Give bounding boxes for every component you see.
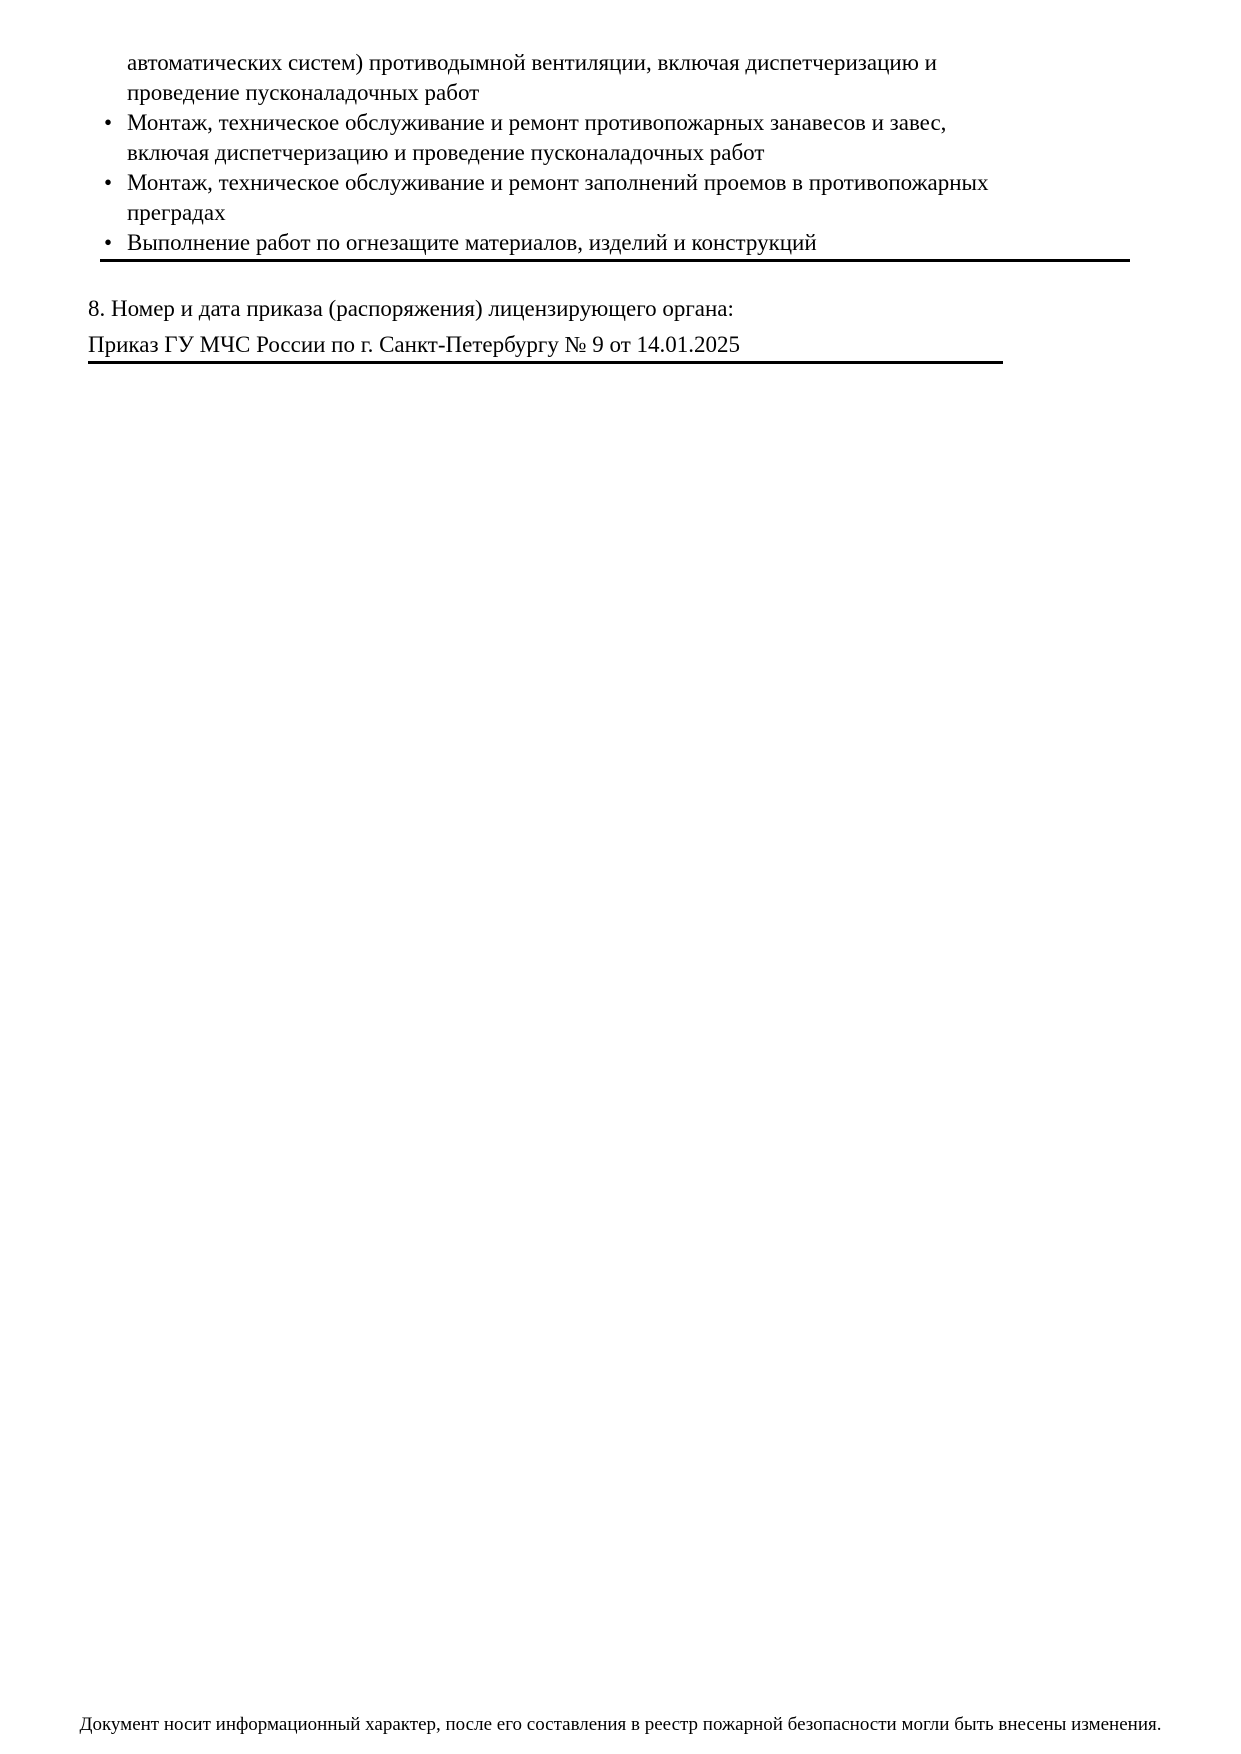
list-item [104,108,1027,168]
field-underline [88,361,1003,364]
section-8-order [88,294,1148,364]
licensed-works-list [88,108,1148,258]
bullet-icon: • [104,170,113,195]
footer-disclaimer: Документ носит информационный характер, после его составления в реестр пожарной безопасности могли быть внесены изменения. [79,1714,1162,1735]
bullet-icon: • [104,110,113,135]
list-item-text: Выполнение работ по огнезащите материалов, изделий и конструкций [127,230,817,255]
section-8-value: Приказ ГУ МЧС России по г. Санкт-Петербургу № 9 от 14.01.2025 [88,332,741,357]
section-8-label: 8. Номер и дата приказа (распоряжения) лицензирующего органа: [88,296,734,321]
document-body [88,48,1148,364]
list-item [104,228,1027,258]
list-item-continuation-text: автоматических систем) противодымной вентиляции, включая диспетчеризацию и проведение пусконаладочных работ [127,50,937,105]
list-item [104,168,1027,228]
list-item-text: Монтаж, техническое обслуживание и ремонт противопожарных занавесов и завес, включая диспетчеризацию и проведение пусконаладочных работ [127,110,947,165]
field-underline [100,259,1130,262]
list-item-text: Монтаж, техническое обслуживание и ремонт заполнений проемов в противопожарных преградах [127,170,989,225]
bullet-icon: • [104,230,113,255]
